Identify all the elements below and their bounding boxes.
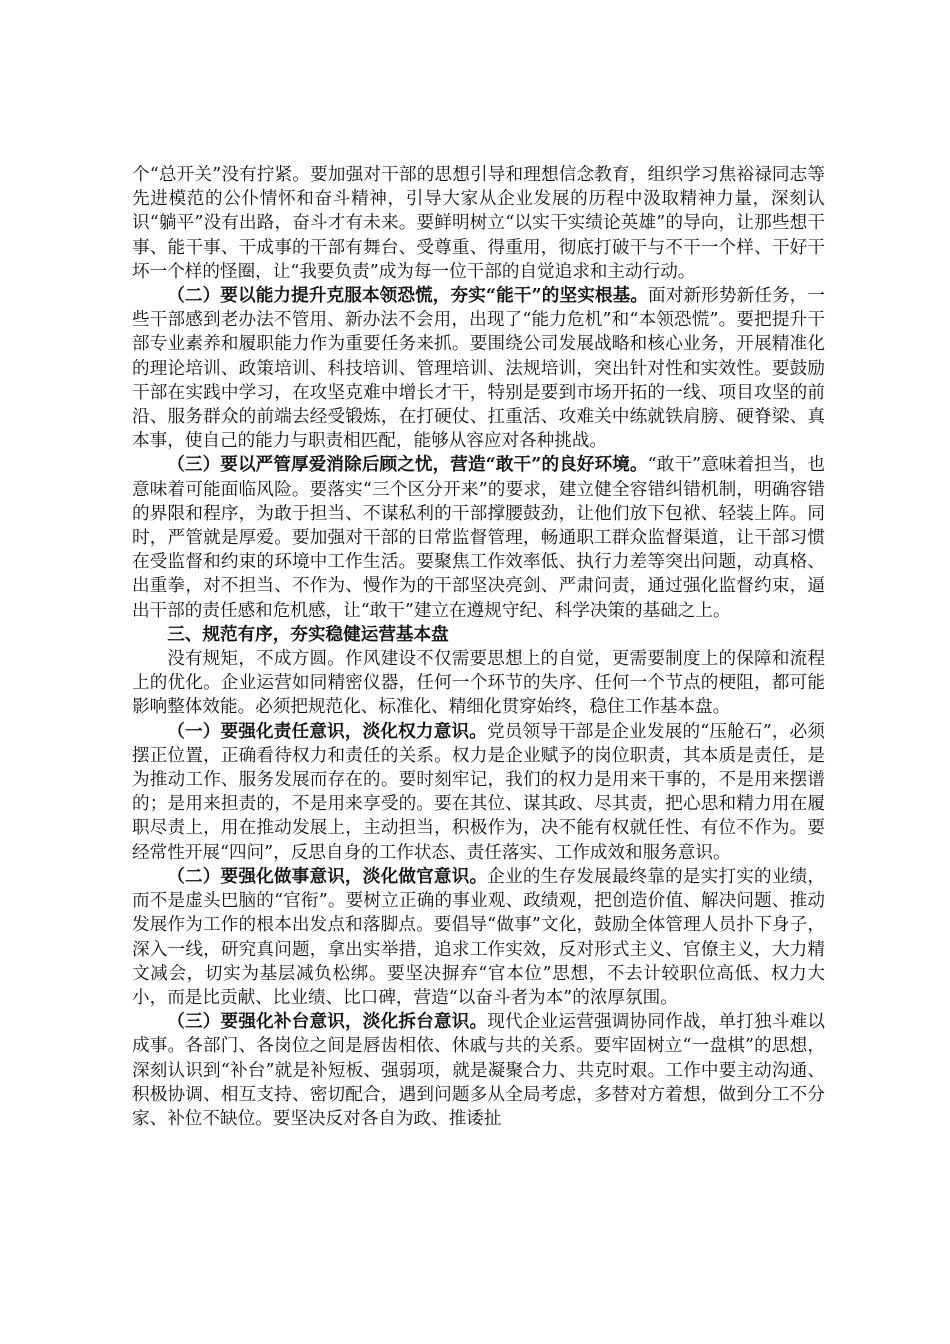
section-heading-text: 三、规范有序，夯实稳健运营基本盘: [167, 623, 449, 645]
paragraph-text: “敢干”意味着担当，也意味着可能面临风险。要落实“三个区分开来”的要求，建立健全容错纠错机制，明确容错的界限和程序，为敢于担当、不谋私利的干部撑腰鼓劲，让他们放下包袱、轻装上阵。同时，严管就是厚爱。要加强对干部的日常监督管理，畅通职工群众监督渠道，让干部习惯在受监督和约束的环境中工作生活。要聚焦工作效率低、执行力差等突出问题，动真格、出重拳，对不担当、不作为、慢作为的干部坚决亮剑、严肃问责，通过强化监督约束，逼出干部的责任感和危机感，让“敢干”建立在遵规守纪、科学决策的基础之上。: [132, 455, 825, 621]
paragraph: [132, 1010, 825, 1131]
paragraph-text: 面对新形势新任务，一些干部感到老办法不管用、新办法不会用，出现了“能力危机”和“本领恐慌”。要把提升干部专业素养和履职能力作为重要任务来抓。要围绕公司发展战略和核心业务，开展精准化的理论培训、政策培训、科技培训、管理培训、法规培训，突出针对性和实效性。要鼓励干部在实践中学习，在攻坚克难中增长才干，特别是要到市场开拓的一线、项目攻坚的前沿、服务群众的前端去经受锻炼，在打硬仗、扛重活、攻难关中练就铁肩膀、硬脊梁、真本事，使自己的能力与职责相匹配，能够从容应对各种挑战。: [132, 286, 825, 452]
paragraph: [132, 163, 825, 284]
paragraph-lead: （一）要强化责任意识，淡化权力意识。: [167, 720, 488, 742]
paragraph-text: 党员领导干部是企业发展的“压舱石”，必须摆正位置，正确看待权力和责任的关系。权力是企业赋予的岗位职责，其本质是责任，是为推动工作、服务发展而存在的。要时刻牢记，我们的权力是用来干事的，不是用来摆谱的；是用来担责的，不是用来享受的。要在其位、谋其政、尽其责，把心思和精力用在履职尽责上，用在推动发展上，主动担当，积极作为，决不能有权就任性、有位不作为。要经常性开展“四问”，反思自身的工作状态、责任落实、工作成效和服务意识。: [132, 721, 825, 863]
paragraph-text: 没有规矩，不成方圆。作风建设不仅需要思想上的自觉，更需要制度上的保障和流程上的优化。企业运营如同精密仪器，任何一个环节的失序、任何一个节点的梗阻，都可能影响整体效能。必须把规范化、标准化、精细化贯穿始终，稳住工作基本盘。: [132, 649, 825, 718]
document-page: [132, 163, 825, 1131]
paragraph-text: 现代企业运营强调协同作战，单打独斗难以成事。各部门、各岗位之间是唇齿相依、休戚与共的关系。要牢固树立“一盘棋”的思想，深刻认识到“补台”就是补短板、强弱项，就是凝聚合力、共克时艰。工作中要主动沟通、积极协调、相互支持、密切配合，遇到问题多从全局考虑，多替对方着想，做到分工不分家、补位不缺位。要坚决反对各自为政、推诿扯: [132, 1012, 825, 1129]
paragraph-lead: （三）要强化补台意识，淡化拆台意识。: [167, 1011, 488, 1033]
paragraph: [132, 720, 825, 865]
paragraph: [132, 284, 825, 453]
paragraph-text: 企业的生存发展最终靠的是实打实的业绩，而不是虚头巴脑的“官衔”。要树立正确的事业观、政绩观，把创造价值、解决问题、推动发展作为工作的根本出发点和落脚点。要倡导“做事”文化，鼓励全体管理人员扑下身子，深入一线，研究真问题，拿出实举措，追求工作实效，反对形式主义、官僚主义，大力精文减会，切实为基层减负松绑。要坚决摒弃“官本位”思想，不去计较职位高低、权力大小，而是比贡献、比业绩、比口碑，营造“以奋斗者为本”的浓厚氛围。: [132, 866, 825, 1008]
paragraph-lead: （二）要以能力提升克服本领恐慌，夯实“能干”的坚实根基。: [167, 285, 649, 307]
paragraph: [132, 647, 825, 720]
paragraph-lead: （二）要强化做事意识，淡化做官意识。: [167, 865, 488, 887]
paragraph-lead: （三）要以严管厚爱消除后顾之忧，营造“敢干”的良好环境。: [167, 454, 648, 476]
paragraph-text: 个“总开关”没有拧紧。要加强对干部的思想引导和理想信念教育，组织学习焦裕禄同志等先进模范的公仆情怀和奋斗精神，引导大家从企业发展的历程中汲取精神力量，深刻认识“躺平”没有出路，奋斗才有未来。要鲜明树立“以实干实绩论英雄”的导向，让那些想干事、能干事、干成事的干部有舞台、受尊重、得重用，彻底打破干与不干一个样、干好干坏一个样的怪圈，让“我要负责”成为每一位干部的自觉追求和主动行动。: [132, 165, 825, 282]
section-heading: [132, 623, 825, 647]
paragraph: [132, 865, 825, 1010]
paragraph: [132, 453, 825, 622]
